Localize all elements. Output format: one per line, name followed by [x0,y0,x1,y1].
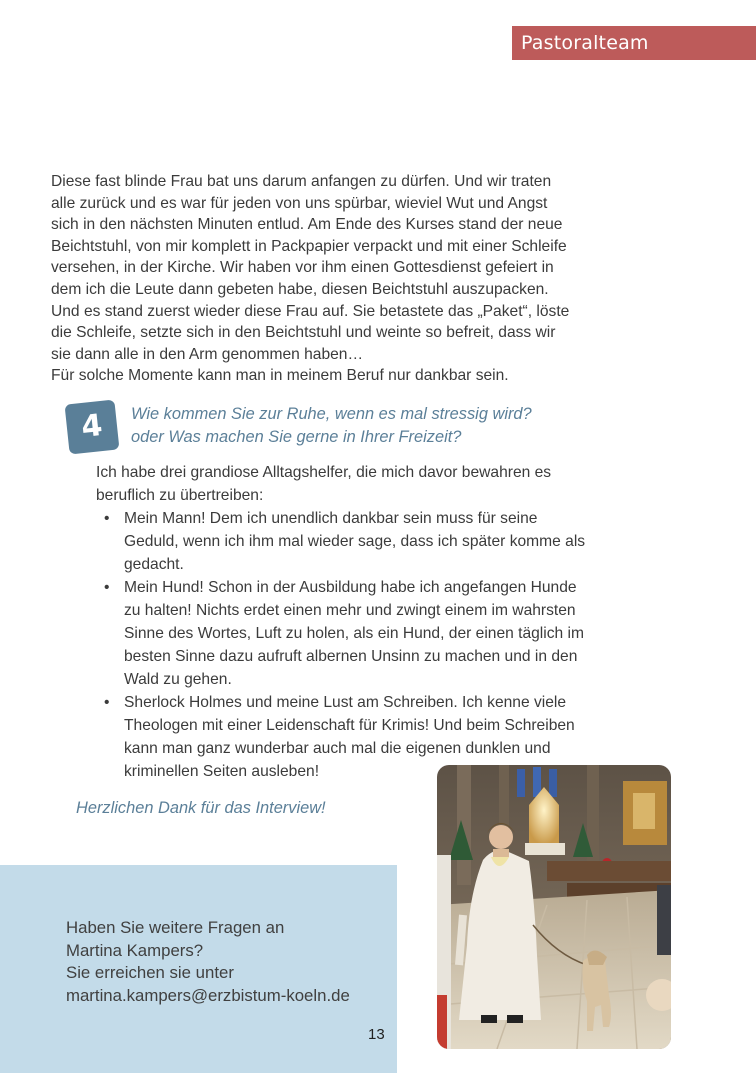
question-number-badge: 4 [65,400,120,455]
intro-paragraph [51,171,611,387]
list-item-line: • Mein Hund! Schon in der Ausbildung habe ich angefangen Hunde [124,579,577,596]
intro-line: sich in den nächsten Minuten entlud. Am Ende des Kurses stand der neue [51,216,563,234]
list-item-line: Geduld, wenn ich ihm mal wieder sage, dass ich später komme als [124,533,586,550]
helper-list [96,507,611,783]
intro-line: Und es stand zuerst wieder diese Frau auf. Sie betastete das „Paket“, löste [51,302,570,320]
list-item-line: • Mein Mann! Dem ich unendlich dankbar sein muss für seine [124,510,538,527]
intro-line: die Schleife, setzte sich in den Beichtstuhl und weinte so befreit, dass wir [51,324,556,342]
list-item-line: • Sherlock Holmes und meine Lust am Schreiben. Ich kenne viele [124,694,567,711]
contact-box [0,865,397,1073]
list-item-line: Sinne des Wortes, Luft zu holen, als ein Hund, der einen täglich im [124,625,584,642]
page-number: 13 [368,1026,385,1043]
list-item [96,507,611,576]
list-item-line: Theologen mit einer Leidenschaft für Krimis! Und beim Schreiben [124,717,575,734]
contact-line: Haben Sie weitere Fragen an [66,918,285,937]
intro-line: Für solche Momente kann man in meinem Beruf nur dankbar sein. [51,367,509,385]
question-line: Wie kommen Sie zur Ruhe, wenn es mal stressig wird? [131,405,532,423]
list-item-line: kann man ganz wunderbar auch mal die eigenen dunklen und [124,740,551,757]
closing-thanks: Herzlichen Dank für das Interview! [76,799,326,817]
list-item-line: kriminellen Seiten ausleben! [124,763,320,780]
list-item-line: besten Sinne dazu aufruft albernen Unsinn zu machen und in den [124,648,578,665]
contact-line: Sie erreichen sie unter [66,963,234,983]
intro-line: Beichtstuhl, von mir komplett in Packpapier verpackt und mit einer Schleife [51,237,567,255]
answer-intro-line: Ich habe drei grandiose Alltagshelfer, die mich davor bewahren es [96,464,552,481]
intro-line: versehen, in der Kirche. Wir haben vor ihm einen Gottesdienst gefeiert in [51,259,554,277]
contact-line: Martina Kampers? [66,940,204,960]
intro-line: Diese fast blinde Frau bat uns darum anfangen zu dürfen. Und wir traten [51,173,552,190]
list-item-line: gedacht. [124,556,184,573]
contact-email[interactable]: martina.kampers@erzbistum-koeln.de [66,985,350,1005]
question-heading [131,403,601,449]
question-line: oder Was machen Sie gerne in Ihrer Freizeit? [131,428,462,446]
church-photo [437,765,671,1049]
answer-block [96,461,611,783]
answer-intro-line: beruflich zu übertreiben: [96,487,264,504]
intro-line: alle zurück und es war für jeden von uns spürbar, wieviel Wut und Angst [51,194,548,212]
intro-line: dem ich die Leute dann gebeten habe, diesen Beichtstuhl auszupacken. [51,280,549,298]
list-item-line: zu halten! Nichts erdet einen mehr und zwingt einem im wahrsten [124,602,576,619]
answer-intro [96,461,611,507]
list-item [96,576,611,691]
list-item-line: Wald zu gehen. [124,671,232,688]
contact-text [66,917,396,1007]
intro-line: sie dann alle in den Arm genommen haben… [51,345,364,363]
section-tab: Pastoralteam [512,26,756,60]
